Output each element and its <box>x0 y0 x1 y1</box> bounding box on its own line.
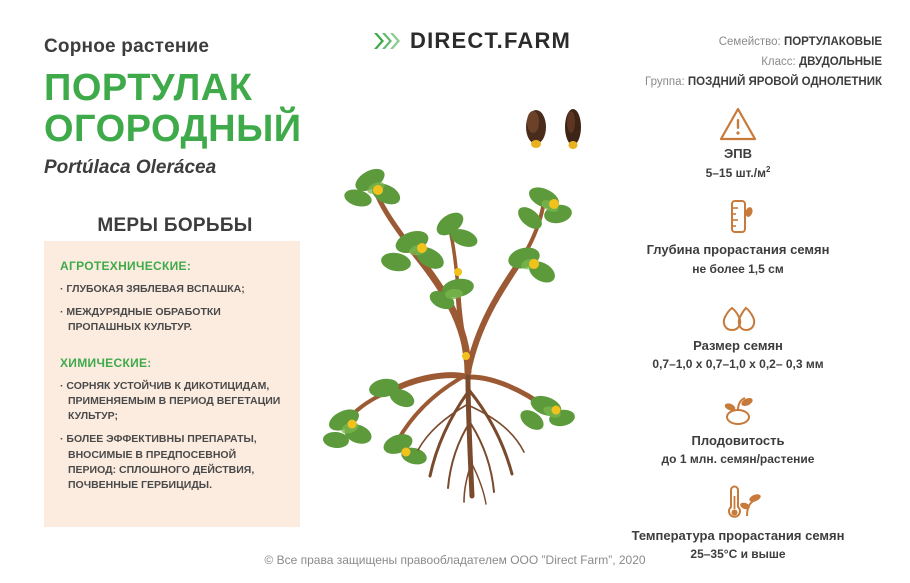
taxonomy-value: ПОЗДНИЙ ЯРОВОЙ ОДНОЛЕТНИК <box>687 76 882 89</box>
fact-epv <box>588 100 888 180</box>
taxonomy-block <box>645 32 882 92</box>
plant-name-line-1: ПОРТУЛАК <box>44 67 253 109</box>
measures-item: · БОЛЕЕ ЭФФЕКТИВНЫ ПРЕПАРАТЫ, ВНОСИМЫЕ В ПРЕДПОСЕВНОЙ ПЕРИОД: СПЛОШНОГО ДЕЙСТВИЯ, ПОЧВЕННЫЕ ГЕРБИЦИДЫ. <box>60 433 257 491</box>
fact-title: ЭПВ <box>724 146 752 161</box>
fact-title: Размер семян <box>693 337 783 353</box>
direct-farm-chevrons-icon <box>374 30 400 52</box>
fact-title: Температура прорастания семян <box>631 528 845 543</box>
fact-value-superscript: 2 <box>765 165 771 175</box>
taxonomy-label: Класс: <box>761 56 796 69</box>
copyright-footer: © Все права защищены правообладателем ООО ”Direct Farm”, 2020 <box>264 553 646 567</box>
seed-depth-ruler-icon <box>588 196 888 238</box>
measures-box <box>44 241 300 527</box>
fact-value: 0,7–1,0 х 0,7–1,0 х 0,2– 0,3 мм <box>652 356 824 371</box>
taxonomy-row-family <box>645 32 882 52</box>
epv-triangle-warning-icon <box>588 100 888 142</box>
taxonomy-label: Семейство: <box>718 36 781 48</box>
seed-size-seeds-icon <box>588 292 888 334</box>
fact-title: Плодовитость <box>691 432 785 448</box>
fact-fecundity <box>588 387 888 466</box>
brand-logo[interactable] <box>374 28 571 54</box>
seed-detail-illustration <box>526 109 581 149</box>
measures-item: · МЕЖДУРЯДНЫЕ ОБРАБОТКИ ПРОПАШНЫХ КУЛЬТУР. <box>60 306 221 334</box>
plant-name-line-2: ОГОРОДНЫЙ <box>44 107 302 150</box>
fact-germination-temperature <box>588 482 888 561</box>
fact-value: не более 1,5 см <box>692 261 784 276</box>
kicker-label: Сорное растение <box>44 36 210 57</box>
plant-illustration <box>318 72 608 512</box>
fact-value: 25–35°С и выше <box>690 547 786 562</box>
page-title <box>44 68 306 149</box>
taxonomy-value: ПОРТУЛАКОВЫЕ <box>783 36 882 48</box>
fact-title: Глубина прорастания семян <box>646 242 830 258</box>
plant-title-block <box>44 36 306 491</box>
fact-seed-depth <box>588 196 888 275</box>
taxonomy-label: Группа: <box>645 76 685 89</box>
measures-group-title-chem: ХИМИЧЕСКИЕ: <box>60 355 152 370</box>
fact-seed-size <box>588 292 888 371</box>
taxonomy-value: ДВУДОЛЬНЫЕ <box>798 56 882 69</box>
measures-item: · ГЛУБОКАЯ ЗЯБЛЕВАЯ ВСПАШКА; <box>60 283 245 295</box>
facts-list <box>588 100 888 577</box>
plant-latin-name: Portúlaca Olerácea <box>44 157 217 179</box>
fact-value-text: 5–15 шт./м <box>705 166 766 181</box>
taxonomy-row-group <box>645 72 882 92</box>
brand-name: DIRECT.FARM <box>410 28 572 53</box>
measures-group-title-agro: АГРОТЕХНИЧЕСКИЕ: <box>60 259 192 273</box>
fact-value: до 1 млн. семян/растение <box>661 452 815 466</box>
germination-temperature-thermometer-icon <box>588 482 888 524</box>
taxonomy-row-class <box>645 52 882 72</box>
measures-item: · СОРНЯК УСТОЙЧИВ К ДИКОТИЦИДАМ, ПРИМЕНЯЕМЫМ В ПЕРИОД ВЕГЕТАЦИИ КУЛЬТУР; <box>60 379 281 423</box>
fact-value <box>588 165 888 180</box>
fecundity-sprout-icon <box>588 387 888 429</box>
measures-title: МЕРЫ БОРЬБЫ <box>97 215 253 237</box>
